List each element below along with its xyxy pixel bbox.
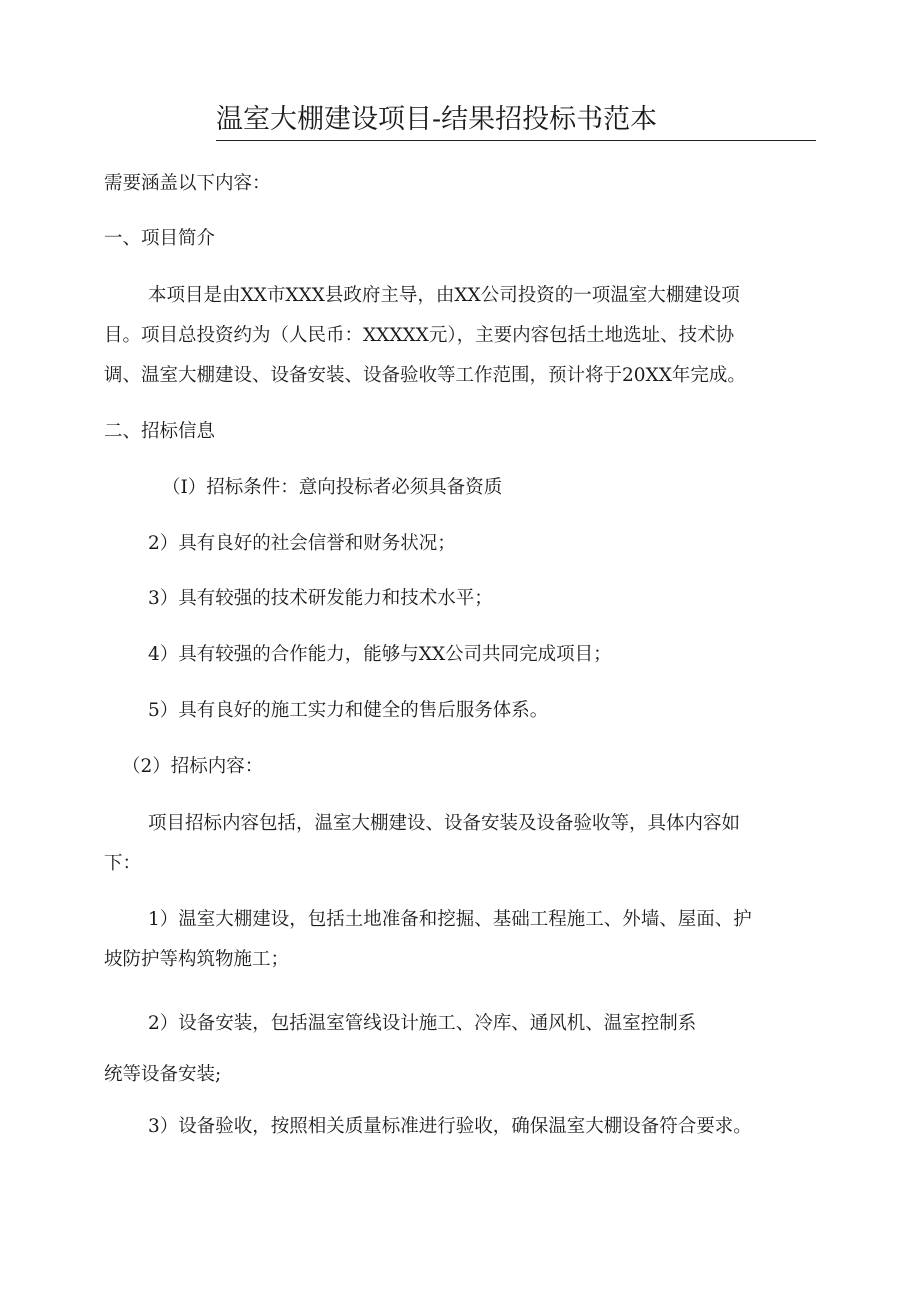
document-title: 温室大棚建设项目-结果招投标书范本 — [216, 104, 658, 135]
content-para-line2: 下： — [104, 853, 142, 874]
content-item-line: 3）设备验收，按照相关质量标准进行验收，确保温室大棚设备符合要求。 — [148, 1116, 752, 1137]
content-item-line: 2）设备安装，包括温室管线设计施工、冷库、通风机、温室控制系 — [148, 1013, 697, 1034]
section1-para-line3: 调、温室大棚建设、设备安装、设备验收等工作范围，预计将于20XX年完成。 — [104, 365, 746, 386]
section1-para-line1: 本项目是由XX市XXX县政府主导，由XX公司投资的一项温室大棚建设项 — [148, 285, 740, 306]
title-underline — [216, 140, 816, 141]
section2-heading: 二、招标信息 — [104, 421, 216, 442]
condition-item: 3）具有较强的技术研发能力和技术水平； — [148, 588, 493, 609]
content-para-line1: 项目招标内容包括，温室大棚建设、设备安装及设备验收等，具体内容如 — [148, 813, 741, 834]
content-item-line: 1）温室大棚建设，包括土地准备和挖掘、基础工程施工、外墙、屋面、护 — [148, 909, 752, 930]
condition-item: 2）具有良好的社会信誉和财务状况； — [148, 533, 456, 554]
section1-para-line2: 目。项目总投资约为（人民币：XXXXX元），主要内容包括土地选址、技术协 — [104, 325, 735, 346]
content-item-line: 统等设备安装; — [104, 1064, 222, 1085]
content-item-line: 坡防护等构筑物施工； — [104, 949, 290, 970]
condition-item: 5）具有良好的施工实力和健全的售后服务体系。 — [148, 700, 549, 721]
section1-heading: 一、项目简介 — [104, 228, 216, 249]
conditions-heading: （I）招标条件：意向投标者必须具备资质 — [162, 477, 503, 498]
condition-item: 4）具有较强的合作能力，能够与XX公司共同完成项目； — [148, 644, 612, 665]
content-heading: （2）招标内容： — [122, 756, 264, 777]
intro-text: 需要涵盖以下内容： — [104, 173, 271, 194]
